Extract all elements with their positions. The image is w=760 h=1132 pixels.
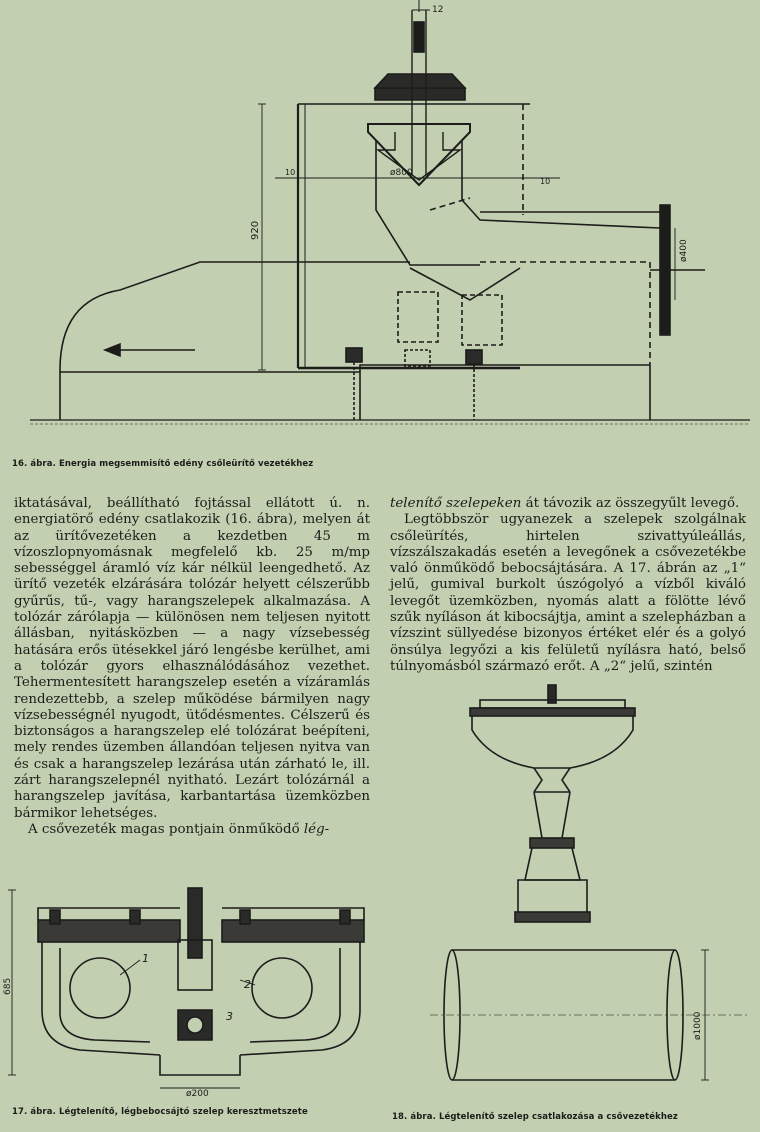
fig17-label-2: 2 [244, 978, 251, 991]
fig16-dim-diameter: ø800 [390, 168, 413, 178]
fig17-label-1: 1 [142, 952, 149, 965]
figure-16-caption: 16. ábra. Energia megsemmisítő edény csőleürítő vezetékhez [12, 459, 314, 469]
fig16-dim-pipe: ø400 [679, 239, 689, 262]
left-paragraph-2-text: A csővezeték magas pontjain önműködő [28, 821, 304, 837]
figure-17-drawing [0, 870, 380, 1105]
figure-16-drawing [0, 0, 760, 452]
right-paragraph-1 [390, 496, 746, 512]
text-column-right [390, 496, 746, 675]
figure-18-drawing [430, 680, 760, 1105]
right-paragraph-1-text: át távozik az összegyűlt levegő. [521, 496, 740, 511]
left-paragraph-1: iktatásával, beállítható fojtással ellátott ú. n. energiatörő edény csatlakozik (16. ábra), melyen át az ürítővezetéken a kezdetben 45 m vízoszlopnyomásnak megfelelő kb. 25 m/mp sebességgel áramló víz kár nélkül leengedhető. Az ürítő vezeték elzárására tolózár helyett célszerűbb gyűrűs, tű-, vagy harangszelepek alkalmazása. A tolózár zárólapja — különösen nem teljesen nyitott állásban, nyitásközben — a nagy vízsebesség hatására erős ütésekkel járó lengésbe kerülhet, ami a tolózár gyors elhasználódásához vezethet. Tehermentesített harangszelep esetén a vízáramlás rendezettebb, a szelep működése bármilyen nagy vízsebességnél nyugodt, ütődésmentes. Célszerű és biztonságos a harangszelep elé tolózárat beépíteni, mely rendes üzemben állandóan teljesen nyitva van és csak a harangszelep lezárása után zárható le, ill. zárt harangszelepnél nyitható. Lezárt tolózárnál a harangszelep javítása, karbantartása üzemközben bármikor lehetséges. [14, 496, 370, 821]
fig16-dim-height: 920 [250, 220, 261, 240]
right-paragraph-1-italic: telenítő szelepeken [390, 496, 522, 511]
right-paragraph-2: Legtöbbször ugyanezek a szelepek szolgálnak csőleürítés, hirtelen szivattyúleállás, vízszálszakadás esetén a levegőnek a csővezetékbe való önműködő bebocsájtására. A 17. ábrán az „1“ jelű, gumival burkolt úszógolyó a vízből kiváló levegőt üzemközben, nyomás alatt a fölötte lévő szűk nyíláson át kibocsájtja, amint a szelepházban a vízszint süllyedése bizonyos értéket elér és a golyó önsúlya legyőzi a kis felületű nyílásra ható, belső túlnyomásból származó erőt. A „2“ jelű, szintén [390, 512, 746, 674]
left-paragraph-2-italic: lég- [303, 821, 330, 837]
figure-17-caption: 17. ábra. Légtelenítő, légbebocsájtó szelep keresztmetszete [12, 1107, 308, 1117]
figure-18-caption: 18. ábra. Légtelenítő szelep csatlakozása a csővezetékhez [392, 1112, 678, 1122]
fig18-dim-pipe: ø1000 [693, 1011, 703, 1040]
fig16-dim-top: 12 [432, 5, 444, 15]
left-paragraph-2 [14, 822, 370, 838]
fig17-label-3: 3 [226, 1010, 233, 1023]
fig17-dim-height: 685 [3, 977, 13, 995]
text-column-left [14, 496, 370, 838]
fig16-dim-left-gap: 10 [285, 168, 296, 177]
fig17-dim-bottom: ø200 [186, 1089, 209, 1099]
fig16-dim-right-gap: 10 [540, 177, 551, 186]
